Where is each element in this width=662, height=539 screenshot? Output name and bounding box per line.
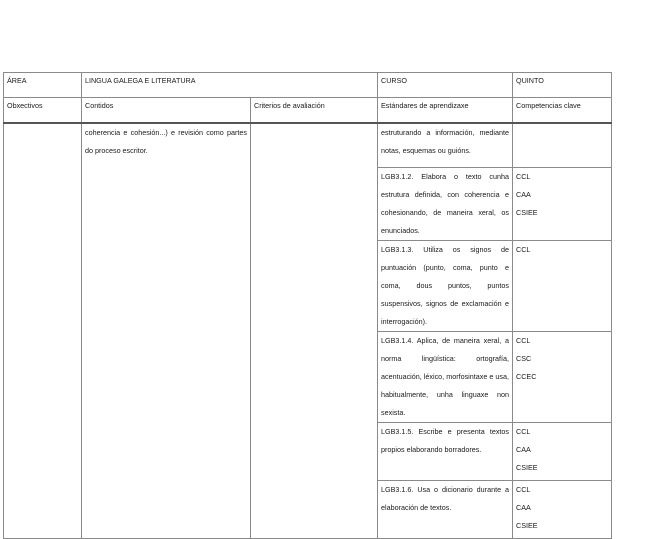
competence-code: CCL bbox=[516, 244, 531, 254]
competence-code: CCL bbox=[516, 335, 531, 345]
standard-cell: estruturando a información, mediante notas, esquemas ou guións. bbox=[378, 123, 513, 167]
standard-cell: LGB3.1.6. Usa o dicionario durante a elaboración de textos. bbox=[378, 480, 513, 538]
table-row bbox=[4, 123, 612, 167]
column-header-row bbox=[4, 98, 612, 124]
competence-code: CSIEE bbox=[516, 207, 538, 217]
objectives-cell bbox=[4, 123, 82, 538]
curriculum-table bbox=[3, 72, 612, 539]
area-value: LINGUA GALEGA E LITERATURA bbox=[82, 73, 378, 98]
competence-code: CSIEE bbox=[516, 520, 538, 530]
standard-cell: LGB3.1.2. Elabora o texto cunha estrutura definida, con coherencia e cohesionando, de maneira xeral, os enunciados. bbox=[378, 167, 513, 240]
competences-cell bbox=[513, 240, 612, 331]
contents-cell bbox=[82, 123, 251, 538]
area-label: ÁREA bbox=[4, 73, 82, 98]
standard-cell: LGB3.1.3. Utiliza os signos de puntuación (punto, coma, punto e coma, dous puntos, puntos suspensivos, signos de exclamación e interrogación). bbox=[378, 240, 513, 331]
competence-code: CCL bbox=[516, 426, 531, 436]
competence-code: CAA bbox=[516, 444, 531, 454]
col-contents: Contidos bbox=[82, 98, 251, 124]
competence-code: CCL bbox=[516, 171, 531, 181]
standard-cell: LGB3.1.5. Escribe e presenta textos propios elaborando borradores. bbox=[378, 422, 513, 480]
competences-cell bbox=[513, 123, 612, 167]
competence-code: CSC bbox=[516, 353, 532, 363]
header-row bbox=[4, 73, 612, 98]
standard-cell: LGB3.1.4. Aplica, de maneira xeral, a norma lingüística: ortografía, acentuación, léxico, morfosintaxe e usa, habitualmente, unha linguaxe non sexista. bbox=[378, 331, 513, 422]
competence-code: CAA bbox=[516, 189, 531, 199]
criteria-cell bbox=[251, 123, 378, 538]
competences-cell bbox=[513, 331, 612, 422]
competences-cell bbox=[513, 167, 612, 240]
competence-code: CAA bbox=[516, 502, 531, 512]
competence-code: CCL bbox=[516, 484, 531, 494]
contents-text: coherencia e cohesión...) e revisión como partes do proceso escritor. bbox=[85, 128, 247, 155]
col-standards: Estándares de aprendizaxe bbox=[378, 98, 513, 124]
curso-value: QUINTO bbox=[513, 73, 612, 98]
curso-label: CURSO bbox=[378, 73, 513, 98]
competences-cell bbox=[513, 480, 612, 538]
competence-code: CSIEE bbox=[516, 462, 538, 472]
col-competences: Competencias clave bbox=[513, 98, 612, 124]
competences-cell bbox=[513, 422, 612, 480]
col-criteria: Criterios de avaliación bbox=[251, 98, 378, 124]
col-objectives: Obxectivos bbox=[4, 98, 82, 124]
competence-code: CCEC bbox=[516, 371, 537, 381]
